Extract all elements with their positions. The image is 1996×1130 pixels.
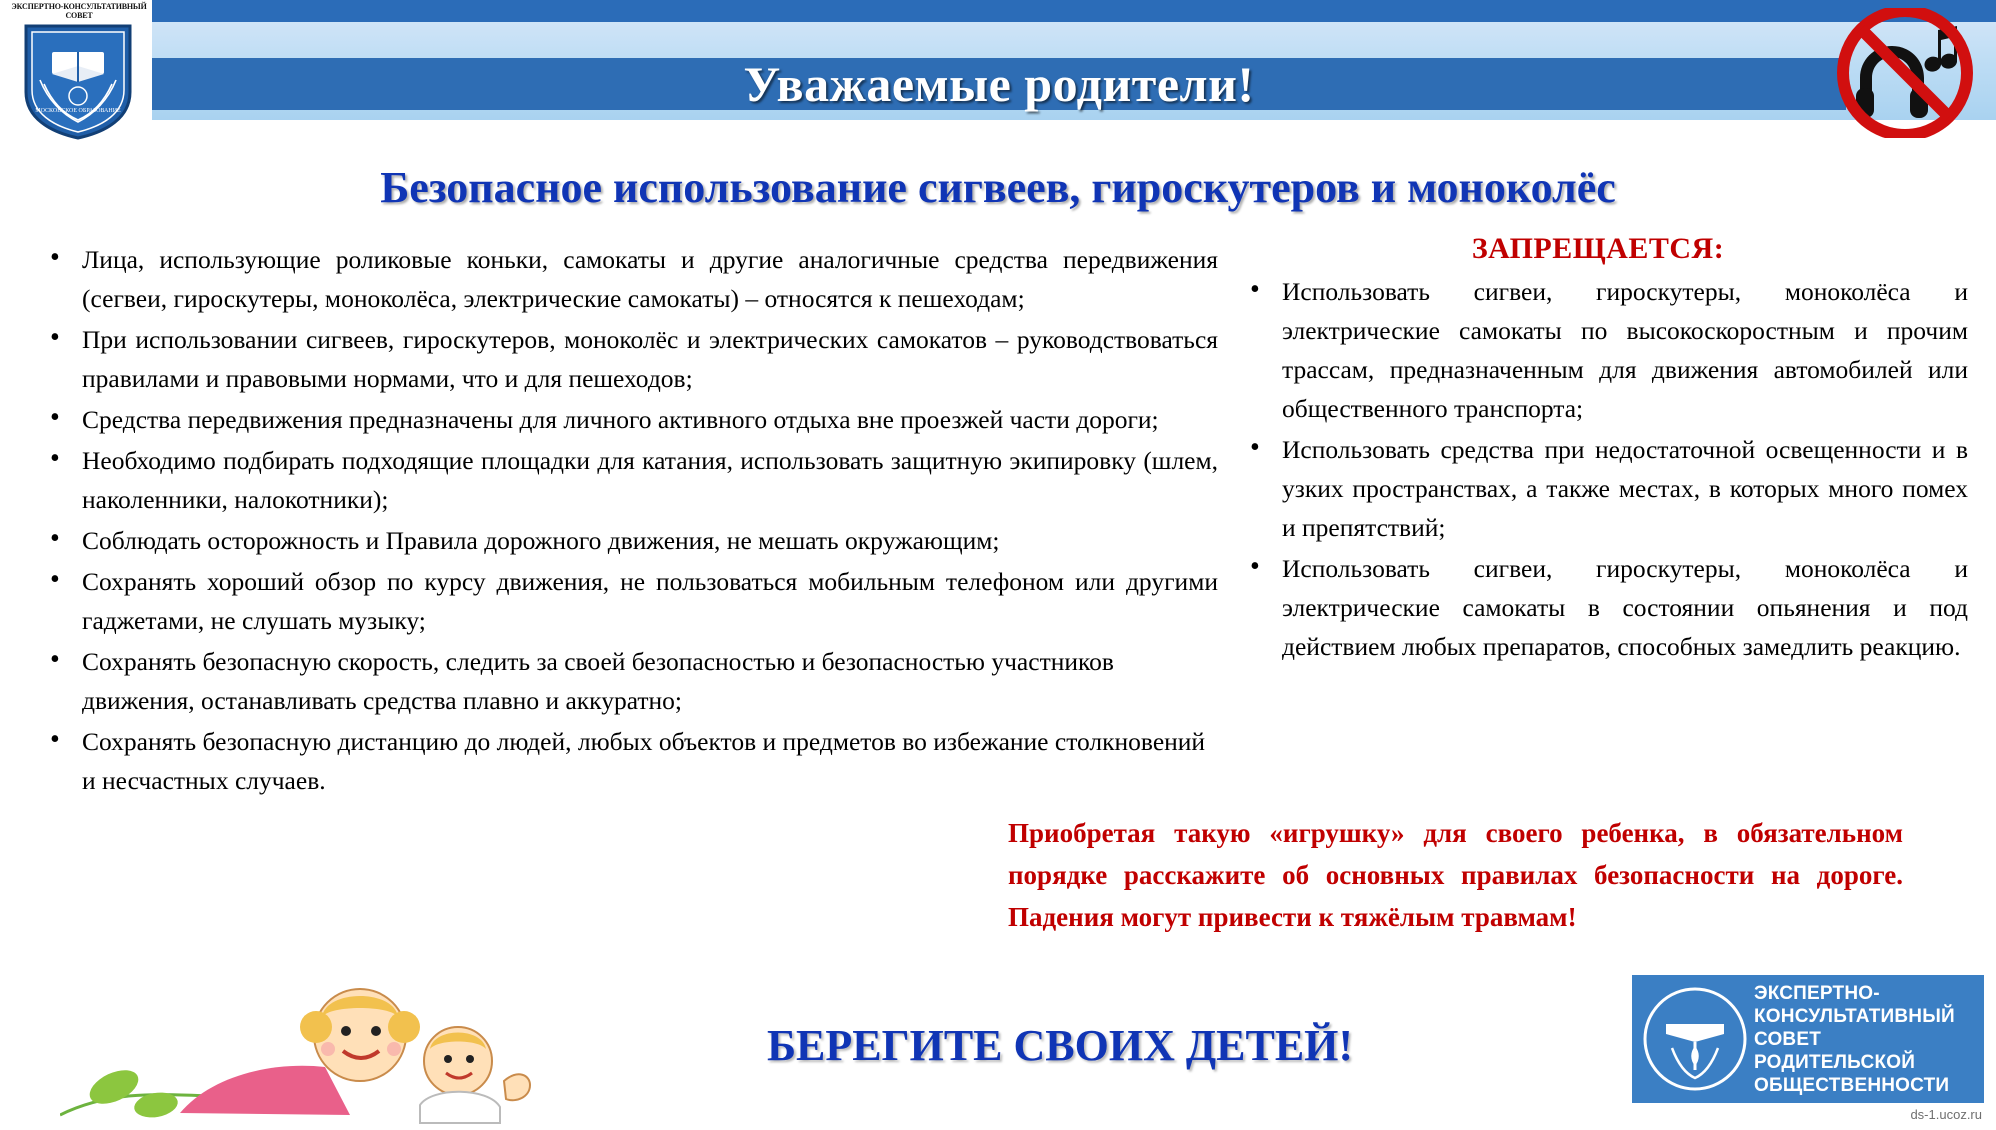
list-item: • Соблюдать осторожность и Правила дорожного движения, не мешать окружающим; [28, 521, 1218, 560]
children-illustration [60, 965, 620, 1125]
logo-line-3: СОВЕТ [1754, 1028, 1822, 1050]
list-item: • Сохранять хороший обзор по курсу движения, не пользоваться мобильным телефоном или другими гаджетами, не слушать музыку; [28, 562, 1218, 640]
header-banner [152, 22, 1996, 120]
closing-slogan: БЕРЕГИТЕ СВОИХ ДЕТЕЙ! [766, 1021, 1354, 1070]
council-logo-box [1632, 975, 1984, 1103]
list-item: • При использовании сигвеев, гироскутеров, моноколёс и электрических самокатов – руководствоваться правилами и правовыми нормами, что и для пешеходов; [28, 320, 1218, 398]
list-item: • Лица, использующие роликовые коньки, самокаты и другие аналогичные средства передвижения (сегвеи, гироскутеры, моноколёса, электрические самокаты) – относятся к пешеходам; [28, 240, 1218, 318]
logo-line-5: ОБЩЕСТВЕННОСТИ [1754, 1074, 1950, 1096]
list-item: • Использовать сигвеи, гироскутеры, моноколёса и электрические самокаты в состоянии опьянения и под действием любых препаратов, способных замедлить реакцию. [1228, 549, 1968, 666]
rules-list [28, 240, 1218, 800]
no-headphones-music-icon [1830, 8, 1980, 138]
council-emblem [8, 22, 148, 142]
council-logo-icon [1642, 986, 1748, 1092]
list-item: • Необходимо подбирать подходящие площадки для катания, использовать защитную экипировку (шлем, наколенники, налокотники); [28, 441, 1218, 519]
banner-title: Уважаемые родители! [743, 56, 1255, 112]
list-item: • Средства передвижения предназначены для личного активного отдыха вне проезжей части дороги; [28, 400, 1218, 439]
svg-text:МОСКОВСКОЕ ОБРАЗОВАНИЕ: МОСКОВСКОЕ ОБРАЗОВАНИЕ [35, 108, 121, 114]
left-column [28, 240, 1218, 802]
logo-line-1: ЭКСПЕРТНО- [1754, 982, 1880, 1004]
site-watermark: ds-1.ucoz.ru [1910, 1107, 1982, 1122]
parents-warning-text: Приобретая такую «игрушку» для своего ребенка, в обязательном порядке расскажите об основных правилах безопасности на дороге. Падения могут привести к тяжёлым травмам! [1008, 818, 1903, 932]
list-item: • Использовать средства при недостаточной освещенности и в узких пространствах, а также местах, в которых много помех и препятствий; [1228, 430, 1968, 547]
prohibited-list [1228, 272, 1968, 666]
logo-line-4: РОДИТЕЛЬСКОЙ [1754, 1051, 1916, 1073]
prohibited-section-title: ЗАПРЕЩАЕТСЯ: [1471, 232, 1725, 265]
organization-micro-caption: ЭКСПЕРТНО-КОНСУЛЬТАТИВНЫЙ СОВЕТ [11, 2, 147, 20]
list-item: • Сохранять безопасную дистанцию до людей, любых объектов и предметов во избежание столкновений и несчастных случаев. [28, 722, 1218, 800]
list-item: • Использовать сигвеи, гироскутеры, моноколёса и электрические самокаты по высокоскоростным и прочим трассам, предназначенным для движения автомобилей или общественного транспорта; [1228, 272, 1968, 428]
council-logo-text [1754, 982, 1955, 1097]
top-strip-blue-bar [152, 0, 1996, 22]
logo-line-2: КОНСУЛЬТАТИВНЫЙ [1754, 1005, 1955, 1027]
right-column [1228, 232, 1968, 668]
page-title: Безопасное использование сигвеев, гироскутеров и моноколёс [380, 163, 1616, 212]
list-item: • Сохранять безопасную скорость, следить за своей безопасностью и безопасностью участников движения, останавливать средства плавно и аккуратно; [28, 642, 1218, 720]
